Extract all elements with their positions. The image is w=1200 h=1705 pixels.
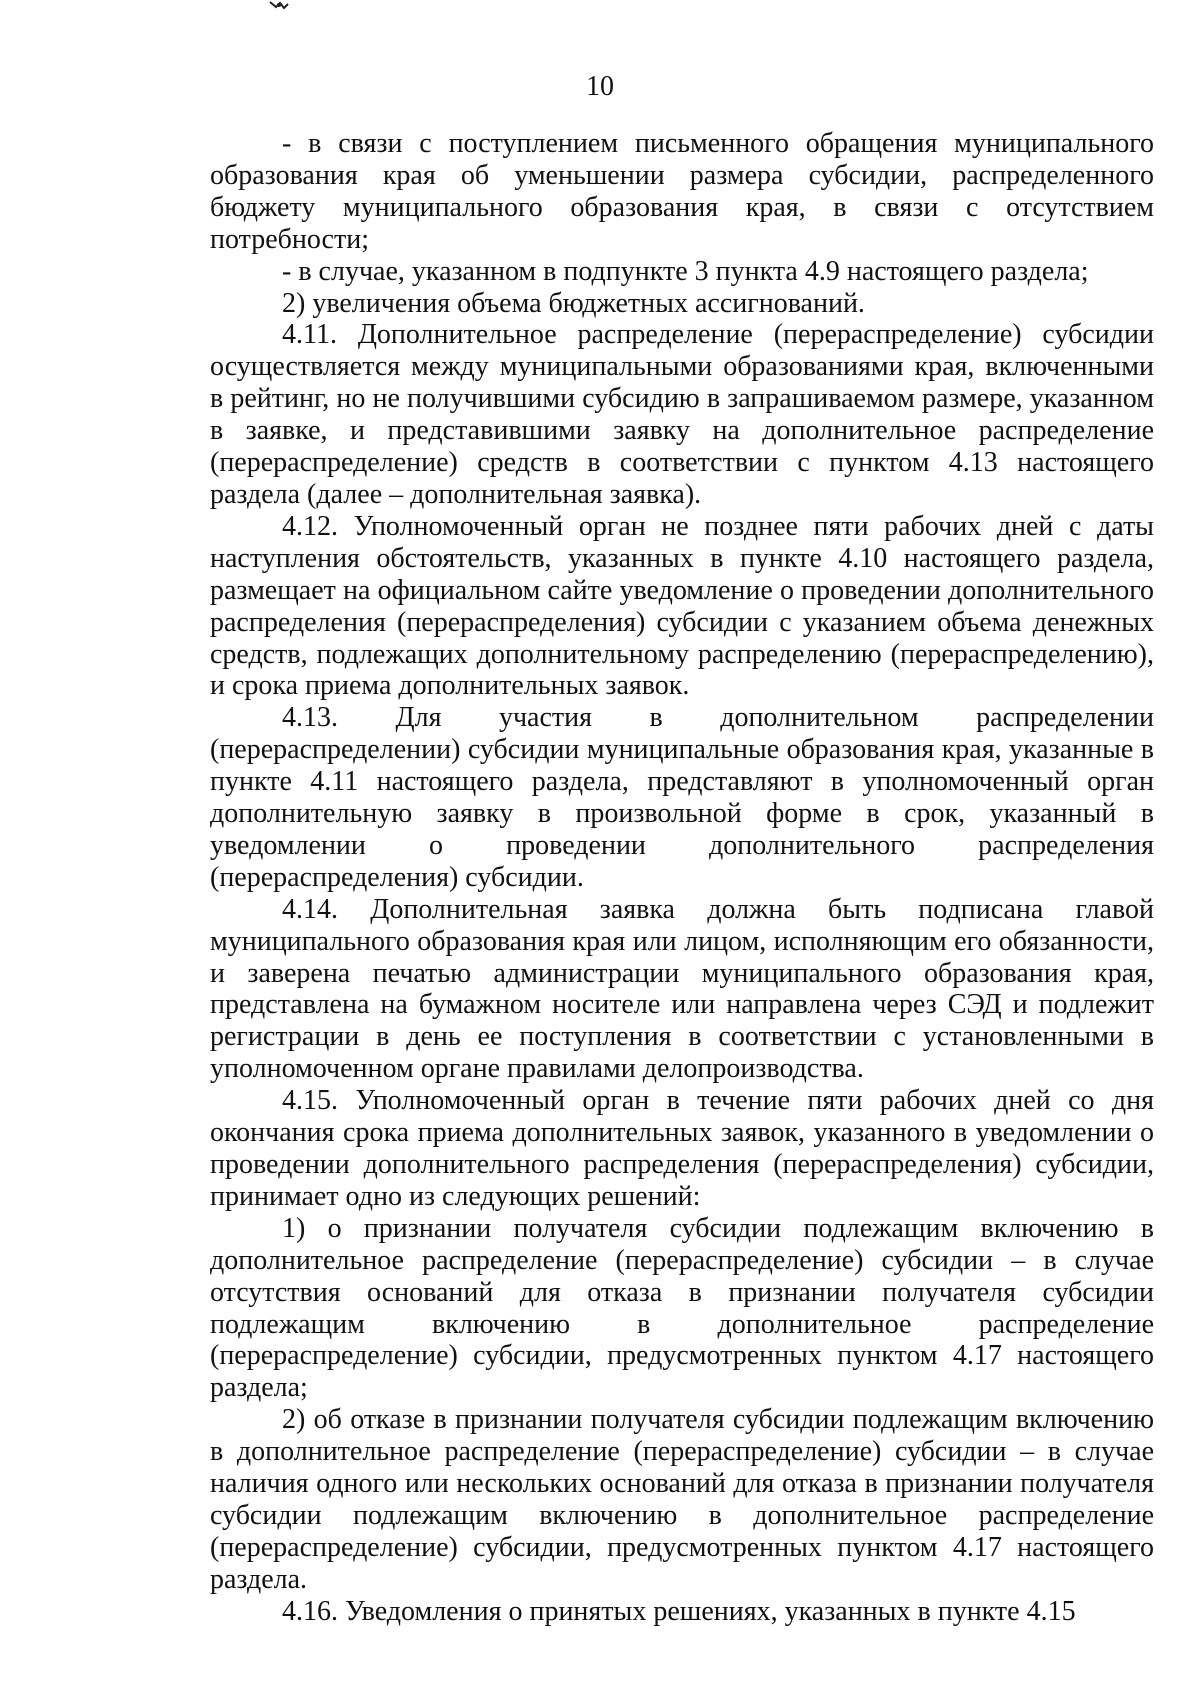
paragraph-section-4-11: 4.11. Дополнительное распределение (перераспределение) субсидии осуществляется между муниципальными образованиями края, включенными в рейтинг, но не получившими субсидию в запрашиваемом размере, указанном в заявке, и представившими заявку на дополнительное распределение (перераспределение) средств в соответствии с пунктом 4.13 настоящего раздела (далее – дополнительная заявка).	[210, 319, 1154, 510]
paragraph-decision-refuse: 2) об отказе в признании получателя субсидии подлежащим включению в дополнительное распределение (перераспределение) субсидии – в случае наличия одного или нескольких оснований для отказа в признании получателя субсидии подлежащим включению в дополнительное распределение (перераспределение) субсидии, предусмотренных пунктом 4.17 настоящего раздела.	[210, 1404, 1154, 1595]
paragraph-section-4-13: 4.13. Для участия в дополнительном распределении (перераспределении) субсидии муниципальные образования края, указанные в пункте 4.11 настоящего раздела, представляют в уполномоченный орган дополнительную заявку в произвольной форме в срок, указанный в уведомлении о проведении дополнительного распределения (перераспределения) субсидии.	[210, 702, 1154, 893]
paragraph-section-4-14: 4.14. Дополнительная заявка должна быть подписана главой муниципального образования края или лицом, исполняющим его обязанности, и заверена печатью администрации муниципального образования края, представлена на бумажном носителе или направлена через СЭД и подлежит регистрации в день ее поступления в соответствии с установленными в уполномоченном органе правилами делопроизводства.	[210, 893, 1154, 1085]
paragraph-clause-reduction-request: - в связи с поступлением письменного обращения муниципального образования края об уменьшении размера субсидии, распределенного бюджету муниципального образования края, в связи с отсутствием потребности;	[210, 128, 1154, 255]
page-number: 10	[586, 71, 614, 102]
paragraph-section-4-15: 4.15. Уполномоченный орган в течение пяти рабочих дней со дня окончания срока приема дополнительных заявок, указанного в уведомлении о проведении дополнительного распределения (перераспределения) субсидии, принимает одно из следующих решений:	[210, 1085, 1154, 1212]
document-body	[210, 128, 1154, 1628]
scan-artifact-mark	[268, 0, 290, 10]
paragraph-clause-budget-increase: 2) увеличения объема бюджетных ассигнований.	[282, 287, 865, 319]
paragraph-section-4-16: 4.16. Уведомления о принятых решениях, указанных в пункте 4.15	[282, 1595, 1076, 1627]
paragraph-decision-approve: 1) о признании получателя субсидии подлежащим включению в дополнительное распределение (перераспределение) субсидии – в случае отсутствия оснований для отказа в признании получателя субсидии подлежащим включению в дополнительное распределение (перераспределение) субсидии, предусмотренных пунктом 4.17 настоящего раздела;	[210, 1212, 1154, 1404]
paragraph-section-4-12: 4.12. Уполномоченный орган не позднее пяти рабочих дней с даты наступления обстоятельств, указанных в пункте 4.10 настоящего раздела, размещает на официальном сайте уведомление о проведении дополнительного распределения (перераспределения) субсидии с указанием объема денежных средств, подлежащих дополнительному распределению (перераспределению), и срока приема дополнительных заявок.	[210, 510, 1154, 702]
paragraph-clause-subitem-case: - в случае, указанном в подпункте 3 пункта 4.9 настоящего раздела;	[282, 255, 1089, 287]
